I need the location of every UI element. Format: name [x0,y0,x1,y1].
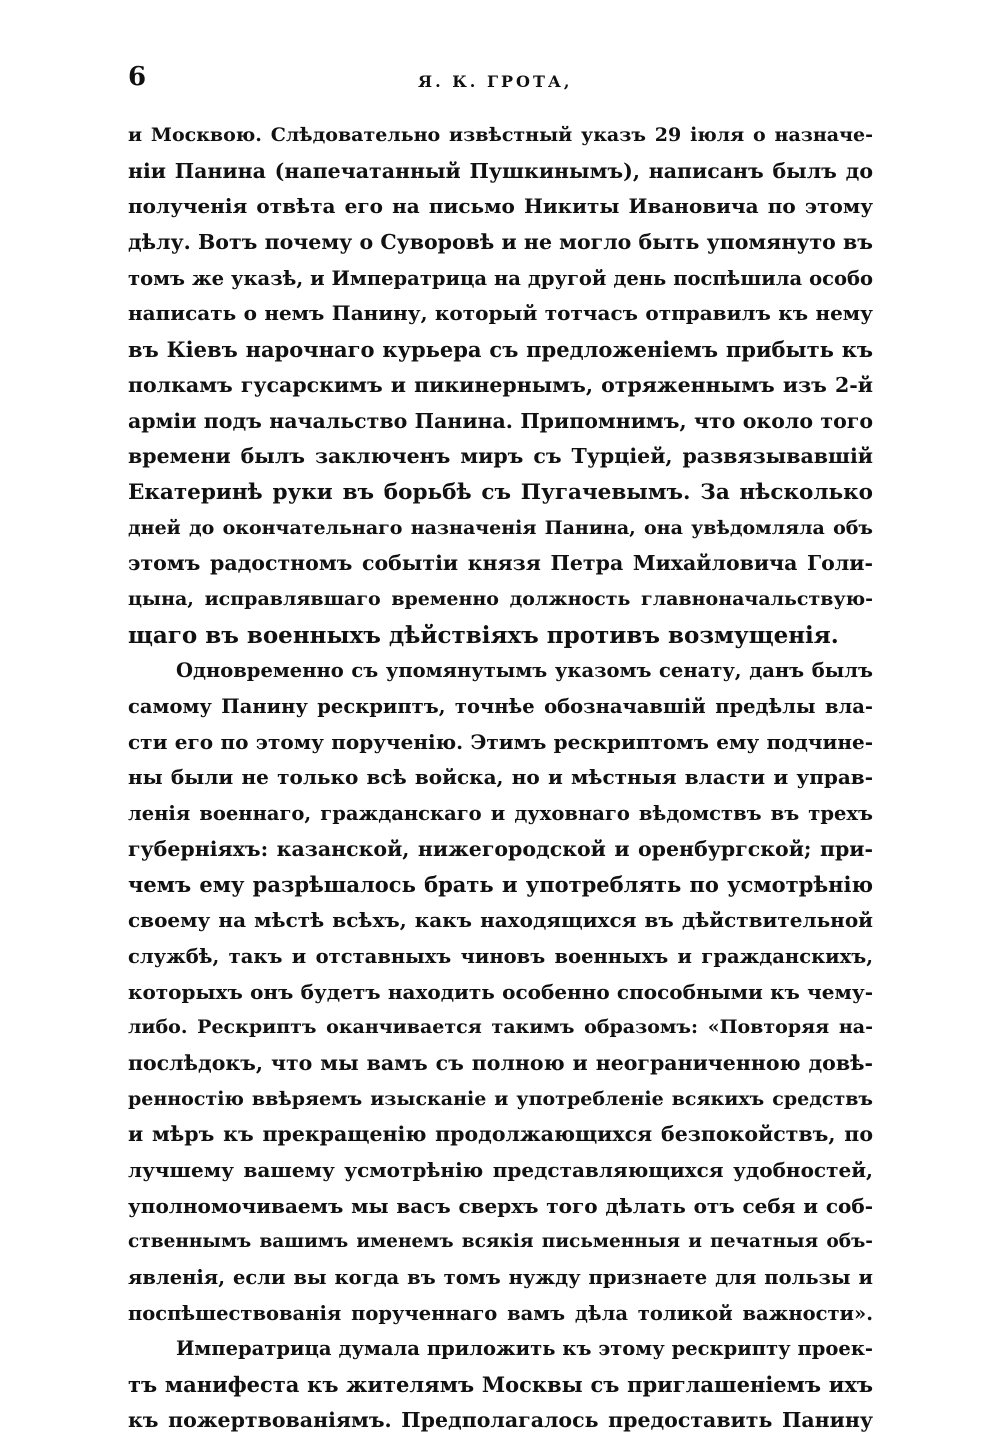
text-line: полученія отвѣта его на письмо Никиты Ивановича по этому [128,194,873,219]
text-line: ніи Панина (напечатанный Пушкинымъ), написанъ былъ до [128,158,873,183]
text-line: въ Кіевъ нарочнаго курьера съ предложеніемъ прибыть къ [128,337,873,363]
text-line: тъ манифеста къ жителямъ Москвы съ приглашеніемъ ихъ [128,1372,873,1398]
text-line: лучшему вашему усмотрѣнію представляющихся удобностей, [128,1157,873,1182]
text-line: которыхъ онъ будетъ находить особенно способными къ чему- [128,979,873,1004]
page-header [128,62,873,102]
text-line: написать о немъ Панину, который тотчасъ отправилъ къ нему [128,301,873,326]
text-line: своему на мѣстѣ всѣхъ, какъ находящихся въ дѣйствительной [128,908,873,933]
text-line: дней до окончательнаго назначенія Панина, она увѣдомляла объ [128,516,873,539]
body-text [128,118,873,1438]
text-line: къ пожертвованіямъ. Предполагалось предоставить Панину [128,1407,873,1432]
text-line: поспѣшествованія порученнаго вамъ дѣла толикой важности». [128,1301,873,1325]
text-line: времени былъ заключенъ миръ съ Турціей, развязывавшій [128,444,873,469]
text-line: дѣлу. Вотъ почему о Суворовѣ и не могло быть упомянуто въ [128,230,873,255]
text-line: сти его по этому порученію. Этимъ рескриптомъ ему подчине- [128,729,873,754]
text-line: ственнымъ вашимъ именемъ всякія письменныя и печатныя объ- [128,1231,873,1253]
text-line: губерніяхъ: казанской, нижегородской и оренбургской; при- [128,836,873,861]
page-number: 6 [128,62,147,92]
text-line: явленія, если вы когда въ томъ нужду признаете для пользы и [128,1266,873,1289]
text-line: томъ же указѣ, и Императрица на другой день поспѣшила особо [128,266,873,290]
text-line: Одновременно съ упомянутымъ указомъ сенату, данъ былъ [176,659,873,683]
text-line: уполномочиваемъ мы васъ сверхъ того дѣлать отъ себя и соб- [128,1193,873,1218]
text-line: службѣ, такъ и отставныхъ чиновъ военныхъ и гражданскихъ, [128,944,873,968]
running-head: Я. К. ГРОТА, [418,72,573,91]
text-line: и мѣръ къ прекращенію продолжающихся безпокойствъ, по [128,1122,873,1147]
text-line: и Москвою. Слѣдовательно извѣстный указъ 29 іюля о назначе- [128,124,873,146]
text-line: Императрица думала приложить къ этому рескрипту проек- [176,1337,873,1361]
text-line: полкамъ гусарскимъ и пикинернымъ, отряженнымъ изъ 2-й [128,372,873,397]
text-line: чемъ ему разрѣшалось брать и употреблять по усмотрѣнію [128,872,873,898]
text-line: ренностію ввѣряемъ изысканіе и употребленіе всякихъ средствъ [128,1087,873,1110]
text-line: ленія военнаго, гражданскаго и духовнаго вѣдомствъ въ трехъ [128,802,873,826]
text-line: цына, исправлявшаго временно должность главноначальствую- [128,587,873,610]
text-line: самому Панину рескриптъ, точнѣе обозначавшій предѣлы вла- [128,695,873,718]
text-line: послѣдокъ, что мы вамъ съ полною и неограниченною довѣ- [128,1050,873,1075]
text-line: арміи подъ начальство Панина. Припомнимъ, что около того [128,408,873,433]
text-line: этомъ радостномъ событіи князя Петра Михайловича Голи- [128,551,873,576]
text-line: Екатеринѣ руки въ борьбѣ съ Пугачевымъ. За нѣсколько [128,479,873,505]
text-line: ны были не только всѣ войска, но и мѣстныя власти и управ- [128,765,873,790]
text-line: щаго въ военныхъ дѣйствіяхъ противъ возмущенія. [128,621,839,649]
text-line: либо. Рескриптъ оканчивается такимъ образомъ: «Повторяя на- [128,1016,873,1039]
